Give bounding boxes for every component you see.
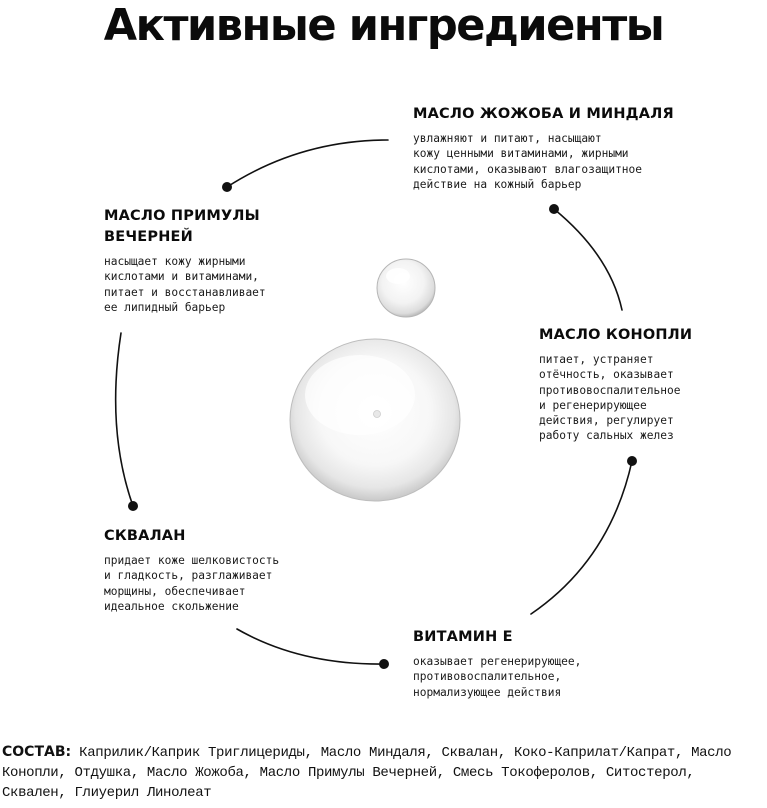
primrose-block bbox=[104, 206, 324, 315]
primrose-description: насыщает кожу жирными кислотами и витаминами, питает и восстанавливает ее липидный барьер bbox=[104, 255, 266, 314]
composition-label: СОСТАВ: bbox=[2, 744, 72, 760]
jojoba-block bbox=[413, 104, 713, 192]
vitamin-e-description: оказывает регенерирующее, противовоспалительное, нормализующее действия bbox=[413, 655, 582, 699]
squalane-block bbox=[104, 526, 364, 614]
large-droplet bbox=[290, 339, 460, 501]
hemp-title: МАСЛО КОНОПЛИ bbox=[539, 327, 693, 343]
small-droplet bbox=[377, 259, 435, 317]
arc-primrose bbox=[116, 333, 133, 506]
dot-primrose bbox=[128, 501, 138, 511]
jojoba-description: увлажняют и питают, насыщают кожу ценными витаминами, жирными кислотами, оказывают влагозащитное действие на кожный барьер bbox=[413, 132, 643, 191]
arc-vitamin-e bbox=[531, 461, 632, 614]
page-title: Активные ингредиенты bbox=[103, 0, 664, 51]
composition-list: Каприлик/Каприк Триглицериды, Масло Миндаля, Сквалан, Коко-Каприлат/Капрат, Масло Конопли, Отдушка, Масло Жожоба, Масло Примулы Вечерней, Смесь Токоферолов, Ситостерол, Сквален, Глиуерил Линолеат bbox=[2, 745, 732, 801]
primrose-title: МАСЛО ПРИМУЛЫ ВЕЧЕРНЕЙ bbox=[104, 208, 260, 245]
jojoba-title: МАСЛО ЖОЖОБА И МИНДАЛЯ bbox=[413, 106, 674, 122]
vitamin-e-title: ВИТАМИН Е bbox=[413, 629, 513, 645]
arc-squalane bbox=[237, 629, 384, 664]
dot-jojoba bbox=[222, 182, 232, 192]
vitamin-e-block bbox=[413, 627, 673, 700]
hemp-block bbox=[539, 325, 739, 444]
squalane-title: СКВАЛАН bbox=[104, 528, 186, 544]
composition-text bbox=[2, 742, 766, 803]
hemp-description: питает, устраняет отёчность, оказывает противовоспалительное и регенерирующее действия, регулирует работу сальных желез bbox=[539, 353, 681, 443]
dot-squalane bbox=[379, 659, 389, 669]
arc-hemp bbox=[554, 209, 622, 310]
dot-hemp bbox=[549, 204, 559, 214]
squalane-description: придает коже шелковистость и гладкость, разглаживает морщины, обеспечивает идеальное скольжение bbox=[104, 554, 280, 613]
dot-vitamin-e bbox=[627, 456, 637, 466]
arc-jojoba bbox=[227, 140, 388, 187]
